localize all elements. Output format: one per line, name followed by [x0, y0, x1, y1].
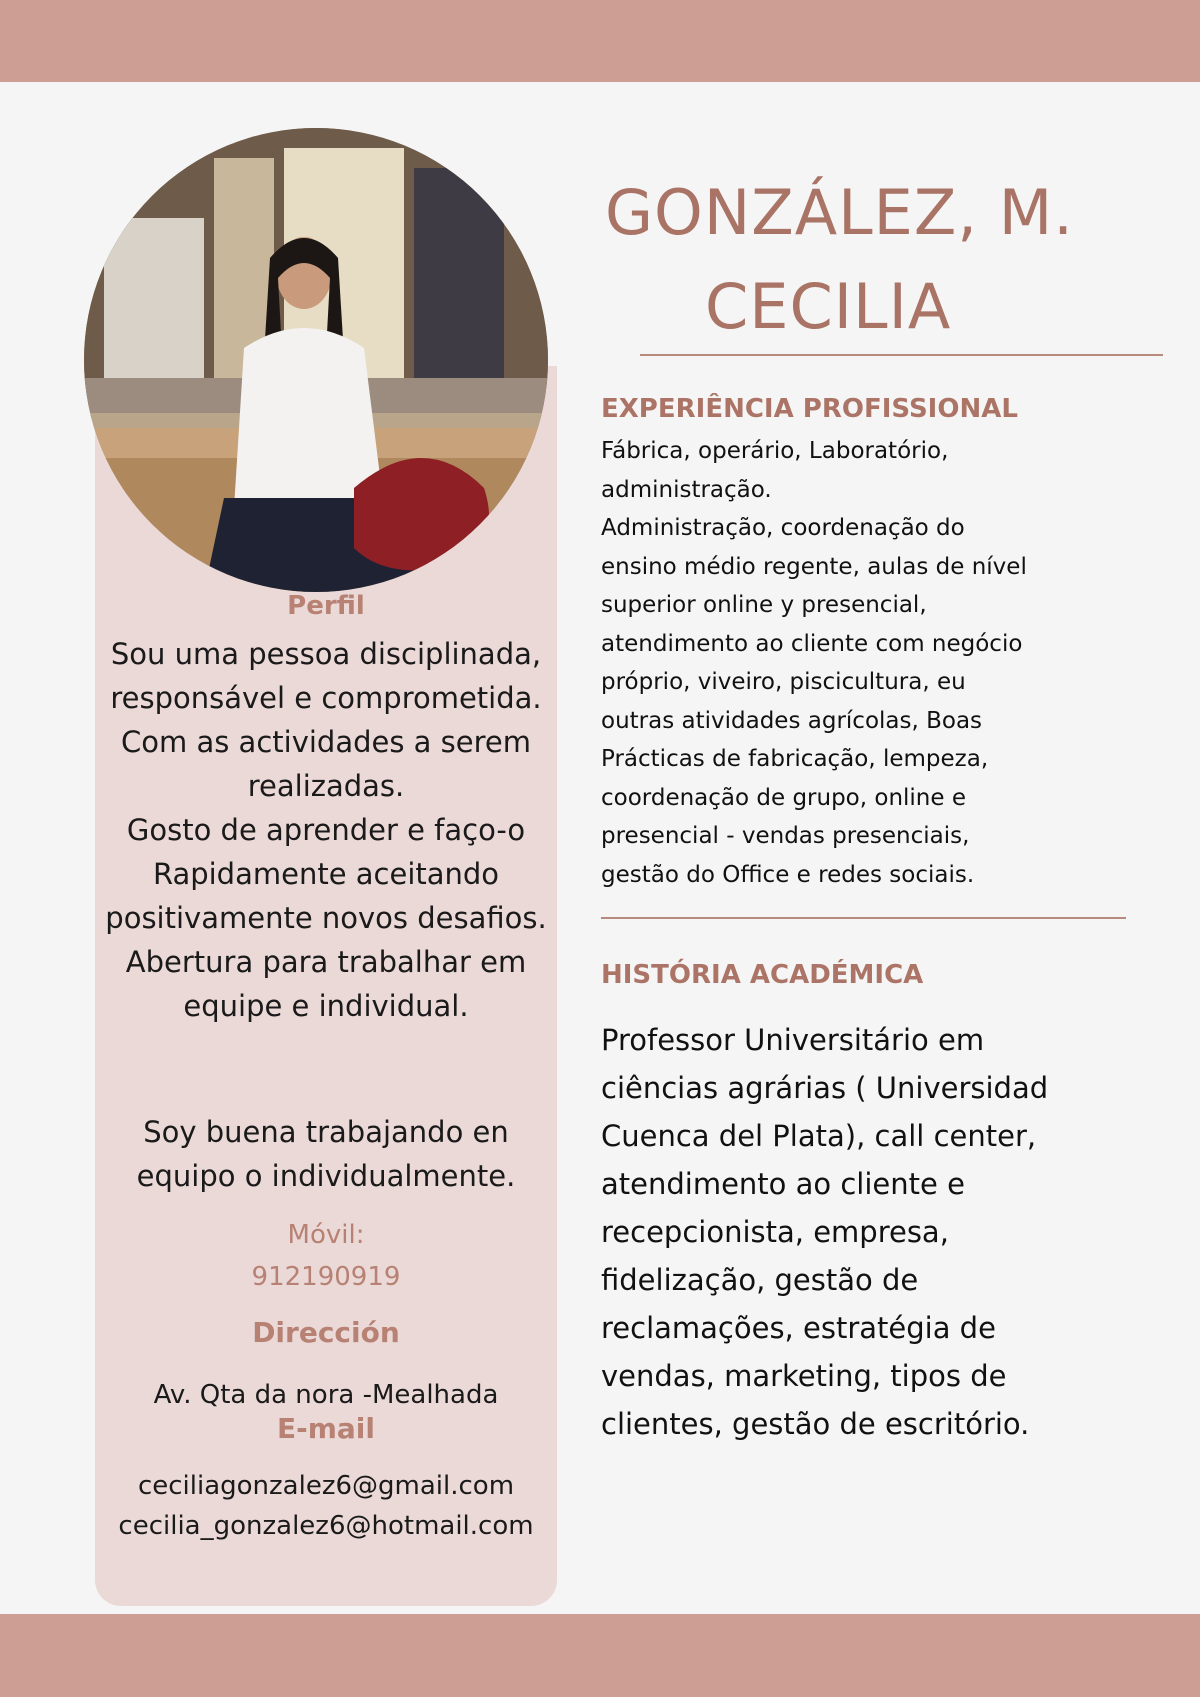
experience-line: coordenação de grupo, online e [601, 784, 966, 811]
academic-line: recepcionista, empresa, [601, 1215, 949, 1249]
email-heading: E-mail [276, 1412, 375, 1445]
profile-line: Gosto de aprender e faço-o [126, 813, 526, 847]
experience-divider [601, 917, 1126, 919]
experience-line: ensino médio regente, aulas de nível [601, 553, 1027, 580]
email-item[interactable]: ceciliagonzalez6@gmail.com [137, 1471, 515, 1501]
academic-line: ciências agrárias ( Universidad [601, 1071, 1049, 1105]
profile-line: Rapidamente aceitando [152, 857, 500, 891]
academic-line: Cuenca del Plata), call center, [601, 1119, 1037, 1153]
top-band [0, 0, 1200, 82]
profile-spanish-line: equipo o individualmente. [136, 1159, 516, 1193]
name-title [560, 166, 1160, 354]
phone-heading: Móvil: [287, 1220, 365, 1250]
profile-spanish-line: Soy buena trabajando en [143, 1115, 509, 1149]
experience-line: Fábrica, operário, Laboratório, [601, 438, 949, 464]
address-value: Av. Qta da nora -Mealhada [153, 1380, 499, 1410]
experience-line: superior online y presencial, [601, 592, 927, 618]
academic-text [601, 1016, 1048, 1448]
address-heading: Dirección [252, 1316, 400, 1349]
academic-line: clientes, gestão de escritório. [601, 1407, 1030, 1441]
academic-heading: HISTÓRIA ACADÉMICA [601, 960, 924, 990]
profile-spanish-text [95, 1110, 557, 1198]
phone-value: 912190919 [251, 1262, 401, 1292]
academic-line: reclamações, estratégia de [601, 1311, 996, 1345]
profile-photo-icon [84, 128, 548, 592]
profile-line: equipe e individual. [183, 989, 469, 1023]
profile-line: positivamente novos desafios. [105, 901, 547, 935]
profile-line: Sou uma pessoa disciplinada, [110, 637, 542, 671]
academic-line: fidelização, gestão de [601, 1263, 919, 1297]
profile-line: realizadas. [247, 769, 405, 803]
experience-line: outras atividades agrícolas, Boas [601, 707, 983, 734]
profile-line: responsável e comprometida. [110, 681, 542, 715]
academic-line: atendimento ao cliente e [601, 1167, 965, 1201]
profile-line: Abertura para trabalhar em [125, 945, 527, 979]
experience-heading: EXPERIÊNCIA PROFISSIONAL [601, 394, 1018, 424]
experience-line: Administração, coordenação do [601, 515, 965, 541]
profile-text [95, 632, 557, 1028]
email-list [95, 1466, 557, 1546]
experience-line: presencial - vendas presenciais, [601, 823, 970, 849]
experience-line: gestão do Office e redes sociais. [601, 861, 975, 888]
name-divider [640, 354, 1163, 356]
academic-line: Professor Universitário em [601, 1023, 985, 1057]
experience-line: atendimento ao cliente com negócio [601, 630, 1023, 657]
profile-line: Com as actividades a serem [121, 725, 531, 759]
experience-line: Prácticas de fabricação, lempeza, [601, 746, 989, 772]
profile-photo [84, 128, 548, 592]
bottom-band [0, 1614, 1200, 1697]
email-item[interactable]: cecilia_gonzalez6@hotmail.com [118, 1511, 534, 1541]
profile-heading: Perfil [287, 591, 365, 621]
academic-line: vendas, marketing, tipos de [601, 1359, 1007, 1393]
name-line-2: CECILIA [705, 270, 952, 343]
experience-text [601, 432, 1027, 894]
experience-line: próprio, viveiro, piscicultura, eu [601, 669, 966, 695]
name-line-1: GONZÁLEZ, M. [605, 176, 1074, 249]
experience-line: administração. [601, 476, 772, 503]
